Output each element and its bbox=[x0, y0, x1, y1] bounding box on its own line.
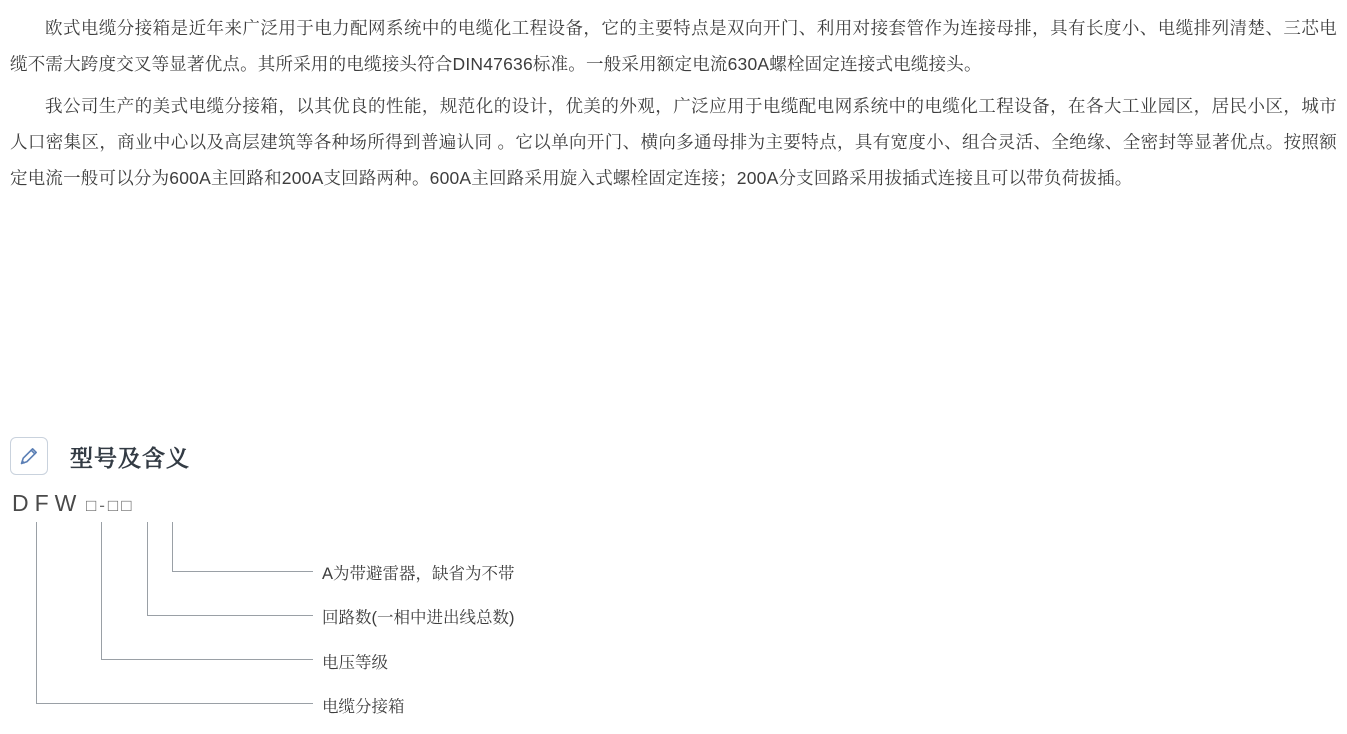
intro-paragraphs bbox=[10, 10, 1337, 202]
model-code-placeholders: □-□□ bbox=[86, 496, 135, 515]
pencil-square-icon bbox=[10, 437, 48, 475]
leader-line-vertical-4 bbox=[172, 522, 173, 571]
model-code-diagram bbox=[0, 490, 1347, 734]
leader-line-vertical-2 bbox=[101, 522, 102, 659]
leader-line-vertical-3 bbox=[147, 522, 148, 615]
paragraph-2: 我公司生产的美式电缆分接箱，以其优良的性能，规范化的设计，优美的外观，广泛应用于电缆配电网系统中的电缆化工程设备，在各大工业园区，居民小区，城市人口密集区，商业中心以及高层建筑等各种场所得到普遍认同 。它以单向开门、横向多通母排为主要特点，具有宽度小、组合灵活、全绝缘、全密封等显著优点。按照额定电流一般可以分为600A主回路和200A支回路两种。600A主回路采用旋入式螺栓固定连接；200A分支回路采用拔插式连接且可以带负荷拔插。 bbox=[10, 96, 1337, 188]
leader-line-horizontal-1 bbox=[36, 703, 313, 704]
annotation-circuit-count: 回路数(一相中进出线总数) bbox=[322, 609, 515, 627]
leader-line-horizontal-3 bbox=[147, 615, 313, 616]
section-title: 型号及含义 bbox=[70, 444, 190, 471]
leader-line-horizontal-2 bbox=[101, 659, 313, 660]
annotation-surge-arrester: A为带避雷器，缺省为不带 bbox=[322, 565, 515, 583]
leader-line-horizontal-4 bbox=[172, 571, 313, 572]
annotation-cable-branch-box: 电缆分接箱 bbox=[322, 698, 405, 716]
annotation-voltage-class: 电压等级 bbox=[322, 654, 388, 672]
leader-line-vertical-1 bbox=[36, 522, 37, 703]
model-code-prefix: DFW bbox=[12, 490, 83, 516]
section-header bbox=[10, 437, 190, 475]
paragraph-1: 欧式电缆分接箱是近年来广泛用于电力配网系统中的电缆化工程设备，它的主要特点是双向开门、利用对接套管作为连接母排，具有长度小、电缆排列清楚、三芯电缆不需大跨度交叉等显著优点。其所采用的电缆接头符合DIN47636标准。一般采用额定电流630A螺栓固定连接式电缆接头。 bbox=[10, 18, 1337, 74]
